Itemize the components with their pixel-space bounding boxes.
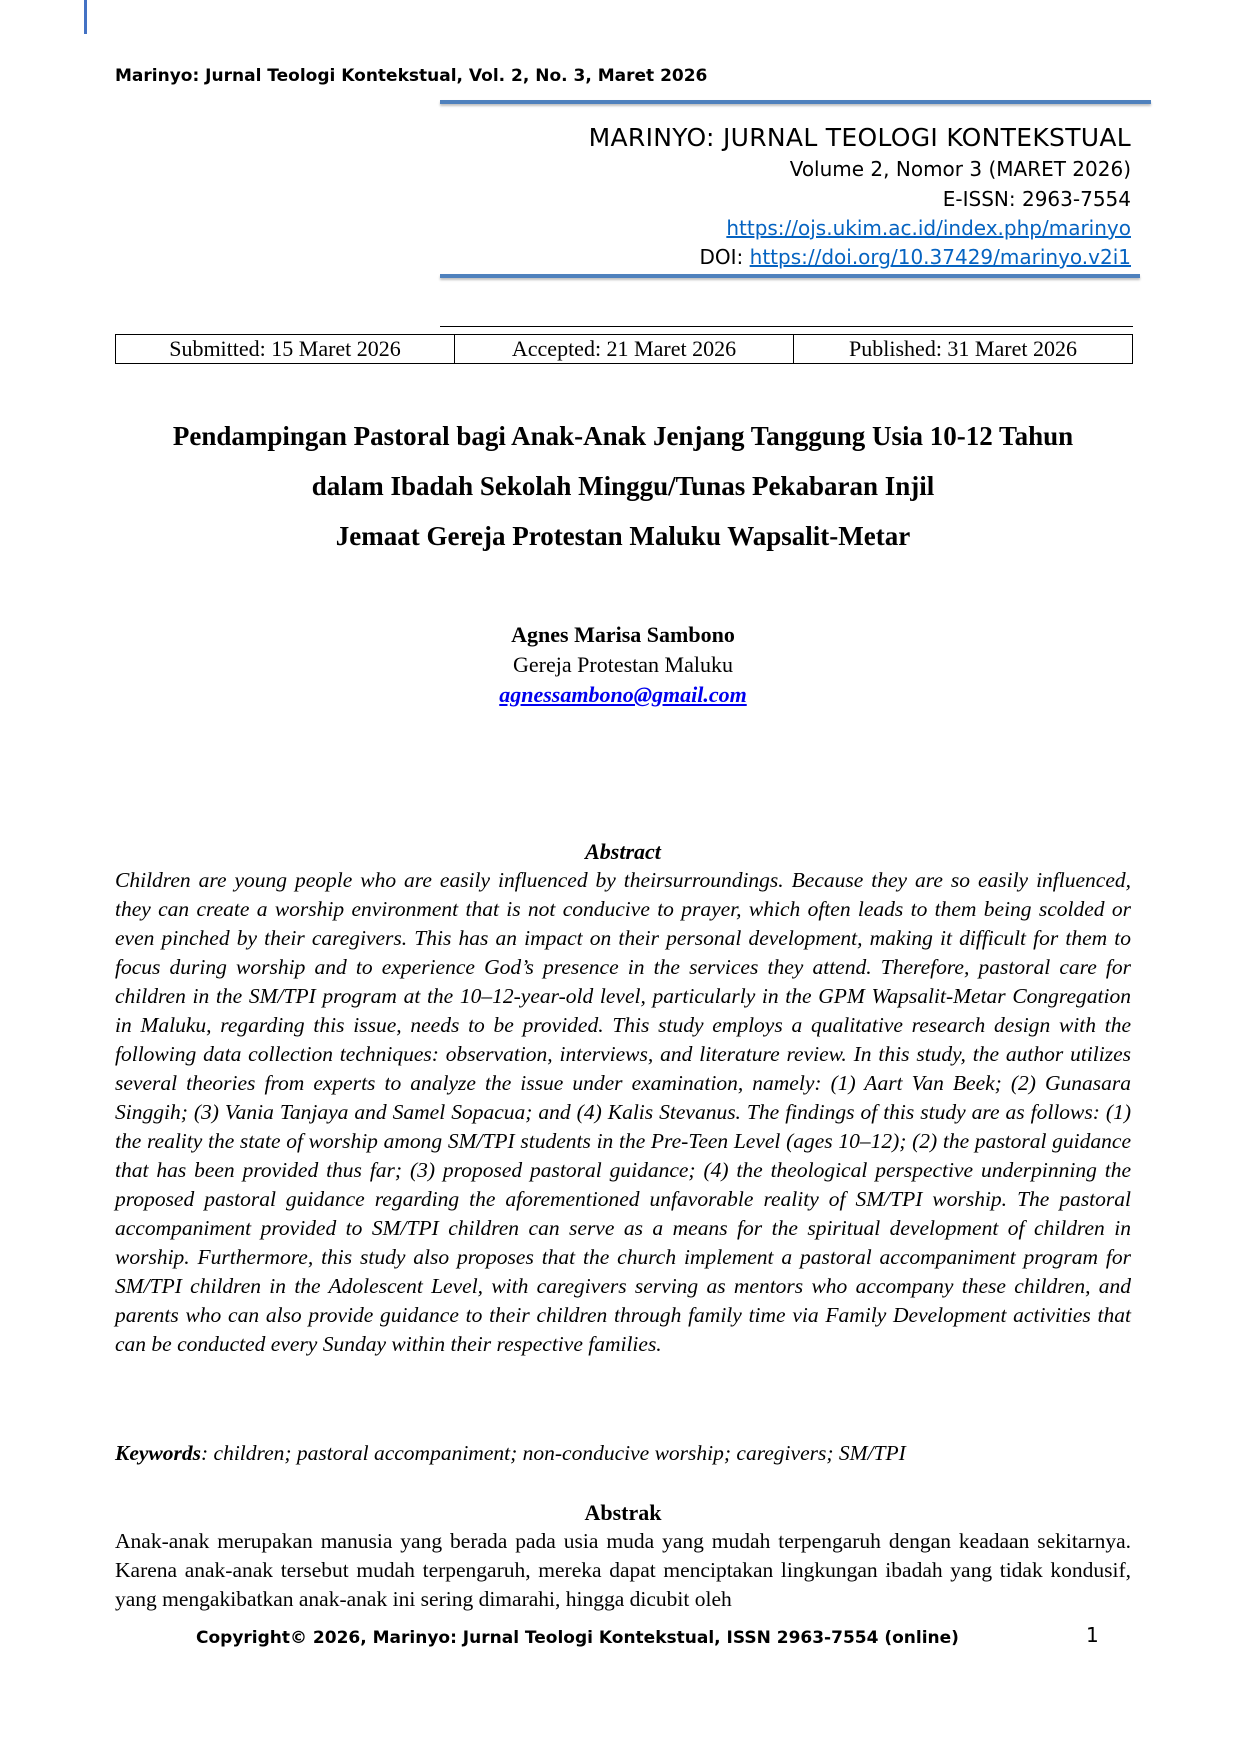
dates-table <box>115 334 1133 364</box>
doi-line <box>700 245 1132 269</box>
article-title <box>115 411 1131 561</box>
page-number: 1 <box>1086 1623 1099 1647</box>
doi-label: DOI: <box>699 245 750 269</box>
journal-url-link[interactable]: https://ojs.ukim.ac.id/index.php/marinyo <box>726 216 1131 240</box>
title-line-1: Pendampingan Pastoral bagi Anak-Anak Jenjang Tanggung Usia 10-12 Tahun <box>172 421 1074 451</box>
abstract-heading: Abstract <box>585 839 661 864</box>
submitted-date: Submitted: 15 Maret 2026 <box>169 336 401 361</box>
running-head: Marinyo: Jurnal Teologi Kontekstual, Vol. 2, No. 3, Maret 2026 <box>115 66 708 86</box>
header-rule-bottom <box>440 274 1140 278</box>
abstract-english: Children are young people who are easily influenced by theirsurroundings. Because they are so easily influenced, they can create a worship environment that is not conducive to prayer, which often leads to them being scolded or even pinched by their caregivers. This has an impact on their personal development, making it difficult for them to focus during worship and to experience God’s presence in the services they attend. Therefore, pastoral care for children in the SM/TPI program at the 10–12-year-old level, particularly in the GPM Wapsalit-Metar Congregation in Maluku, regarding this issue, needs to be provided. This study employs a qualitative research design with the following data collection techniques: observation, interviews, and literature review. In this study, the author utilizes several theories from experts to analyze the issue under examination, namely: (1) Aart Van Beek; (2) Gunasara Singgih; (3) Vania Tanjaya and Samel Sopacua; and (4) Kalis Stevanus. The findings of this study are as follows: (1) the reality the state of worship among SM/TPI students in the Pre-Teen Level (ages 10–12); (2) the pastoral guidance that has been provided thus far; (3) proposed pastoral guidance; (4) the theological perspective underpinning the proposed pastoral guidance regarding the aforementioned unfavorable reality of SM/TPI worship. The pastoral accompaniment provided to SM/TPI children can serve as a means for the spiritual development of children in worship. Furthermore, this study also proposes that the church implement a pastoral accompaniment program for SM/TPI children in the Adolescent Level, with caregivers serving as mentors who accompany these children, and parents who can also provide guidance to their children through family time via Family Development activities that can be conducted every Sunday within their respective families. <box>115 868 1131 1356</box>
header-rule-top <box>440 100 1151 104</box>
keywords-text: : children; pastoral accompaniment; non-conducive worship; caregivers; SM/TPI <box>201 1441 906 1465</box>
corner-marker <box>84 0 87 34</box>
keywords <box>115 1441 1131 1466</box>
journal-url-line <box>726 216 1131 240</box>
author-block <box>115 620 1131 710</box>
abstrak-indonesian: Anak-anak merupakan manusia yang berada pada usia muda yang mudah terpengaruh dengan keadaan sekitarnya. Karena anak-anak tersebut mudah terpengaruh, mereka dapat menciptakan lingkungan ibadah yang tidak kondusif, yang mengakibatkan anak-anak ini sering dimarahi, hingga dicubit oleh <box>115 1529 1131 1611</box>
title-line-2: dalam Ibadah Sekolah Minggu/Tunas Pekabaran Injil <box>311 471 935 501</box>
copyright-footer: Copyright© 2026, Marinyo: Jurnal Teologi Kontekstual, ISSN 2963-7554 (online) <box>196 1628 959 1648</box>
keywords-label: Keywords <box>115 1441 201 1465</box>
journal-title: MARINYO: JURNAL TEOLOGI KONTEKSTUAL <box>588 123 1131 152</box>
author-name: Agnes Marisa Sambono <box>511 622 735 647</box>
journal-volume: Volume 2, Nomor 3 (MARET 2026) <box>789 157 1131 181</box>
published-date: Published: 31 Maret 2026 <box>793 335 1132 363</box>
journal-eissn: E-ISSN: 2963-7554 <box>942 187 1131 211</box>
accepted-date: Accepted: 21 Maret 2026 <box>454 335 793 363</box>
author-email-link[interactable]: agnessambono@gmail.com <box>499 682 747 707</box>
abstrak-heading: Abstrak <box>584 1500 662 1525</box>
doi-link[interactable]: https://doi.org/10.37429/marinyo.v2i1 <box>749 245 1131 269</box>
separator-line <box>440 326 1133 327</box>
author-affiliation: Gereja Protestan Maluku <box>513 652 733 677</box>
title-line-3: Jemaat Gereja Protestan Maluku Wapsalit-Metar <box>335 521 911 551</box>
